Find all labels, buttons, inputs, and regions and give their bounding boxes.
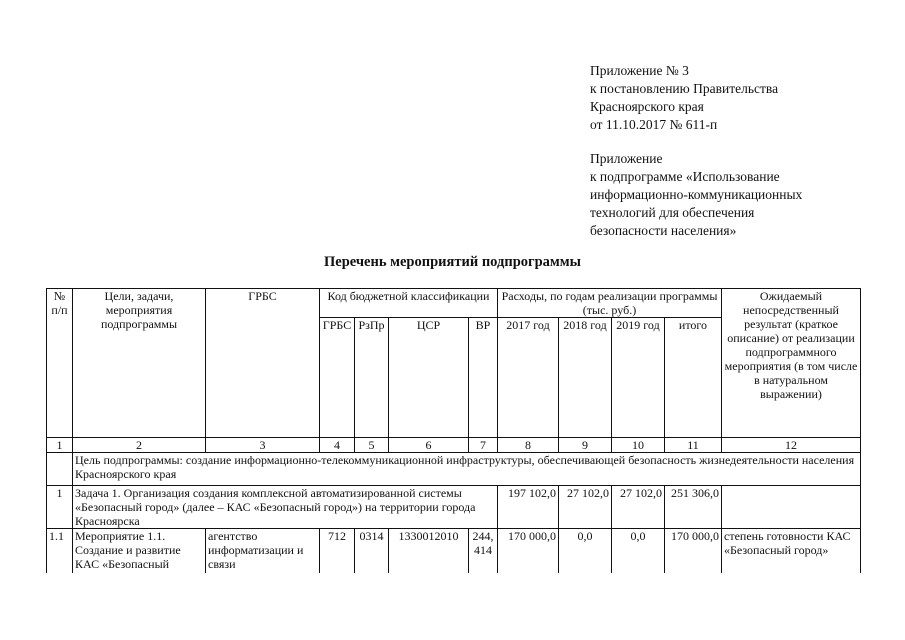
col-header-goals: Цели, задачи, мероприятия подпрограммы <box>73 289 206 438</box>
task-result <box>722 486 861 529</box>
column-number: 12 <box>722 438 861 453</box>
col-header-2019: 2019 год <box>612 318 665 438</box>
event-csr: 1330012010 <box>389 529 469 573</box>
measures-table <box>46 288 861 573</box>
appendix-line: Красноярского края <box>590 99 704 114</box>
column-number: 11 <box>665 438 722 453</box>
col-header-result: Ожидаемый непосредственный результат (краткое описание) от реализации подпрограммного мероприятия (в том числе в натуральном выражении) <box>722 289 861 438</box>
task-2018: 27 102,0 <box>559 486 612 529</box>
appendix-subprogram-header <box>590 150 802 240</box>
col-header-code-grbs: ГРБС <box>320 318 355 438</box>
appendix-3-header <box>590 62 778 134</box>
appendix-line: информационно-коммуникационных <box>590 187 803 202</box>
appendix-line: от 11.10.2017 № 611-п <box>590 117 718 132</box>
event-grbs: агентство информатизации и связи <box>206 529 320 573</box>
event-text: Мероприятие 1.1. Создание и развитие КАС «Безопасный <box>73 529 206 573</box>
event-2019: 0,0 <box>612 529 665 573</box>
column-number: 3 <box>206 438 320 453</box>
appendix-line: к постановлению Правительства <box>590 81 779 96</box>
appendix-line: технологий для обеспечения <box>590 205 755 220</box>
event-rzpr: 0314 <box>355 529 389 573</box>
task-row <box>47 486 861 529</box>
event-row <box>47 529 861 573</box>
event-num: 1.1 <box>47 529 73 573</box>
column-number: 8 <box>498 438 559 453</box>
column-number: 2 <box>73 438 206 453</box>
col-header-2018: 2018 год <box>559 318 612 438</box>
col-header-grbs: ГРБС <box>206 289 320 438</box>
col-header-num: № п/п <box>47 289 73 438</box>
page-title: Перечень мероприятий подпрограммы <box>324 254 581 270</box>
task-total: 251 306,0 <box>665 486 722 529</box>
event-total: 170 000,0 <box>665 529 722 573</box>
goal-num-cell <box>47 453 73 486</box>
goal-text: Цель подпрограммы: создание информационно-телекоммуникационной инфраструктуры, обеспечивающей безопасность жизнедеятельности населения Красноярского края <box>73 453 861 486</box>
column-number: 7 <box>469 438 498 453</box>
event-2017: 170 000,0 <box>498 529 559 573</box>
appendix-line: безопасности населения» <box>590 223 737 238</box>
column-number: 1 <box>47 438 73 453</box>
column-number: 6 <box>389 438 469 453</box>
task-2019: 27 102,0 <box>612 486 665 529</box>
column-number: 4 <box>320 438 355 453</box>
column-number-row <box>47 438 861 453</box>
column-number: 5 <box>355 438 389 453</box>
appendix-line: к подпрограмме «Использование <box>590 169 780 184</box>
task-2017: 197 102,0 <box>498 486 559 529</box>
appendix-line: Приложение № 3 <box>590 63 689 78</box>
goal-row <box>47 453 861 486</box>
col-header-csr: ЦСР <box>389 318 469 438</box>
header-row <box>47 289 861 318</box>
col-header-total: итого <box>665 318 722 438</box>
col-header-budget-code: Код бюджетной классификации <box>320 289 498 318</box>
column-number: 9 <box>559 438 612 453</box>
event-result: степень готовности КАС «Безопасный город» <box>722 529 861 573</box>
task-text: Задача 1. Организация создания комплексной автоматизированной системы «Безопасный город» (далее – КАС «Безопасный город») на территории города Красноярска <box>73 486 498 529</box>
col-header-vr: ВР <box>469 318 498 438</box>
col-header-rzpr: РзПр <box>355 318 389 438</box>
event-vr: 244, 414 <box>469 529 498 573</box>
task-num: 1 <box>47 486 73 529</box>
event-2018: 0,0 <box>559 529 612 573</box>
appendix-line: Приложение <box>590 151 663 166</box>
col-header-2017: 2017 год <box>498 318 559 438</box>
col-header-expenses: Расходы, по годам реализации программы (тыс. руб.) <box>498 289 722 318</box>
event-code-grbs: 712 <box>320 529 355 573</box>
column-number: 10 <box>612 438 665 453</box>
